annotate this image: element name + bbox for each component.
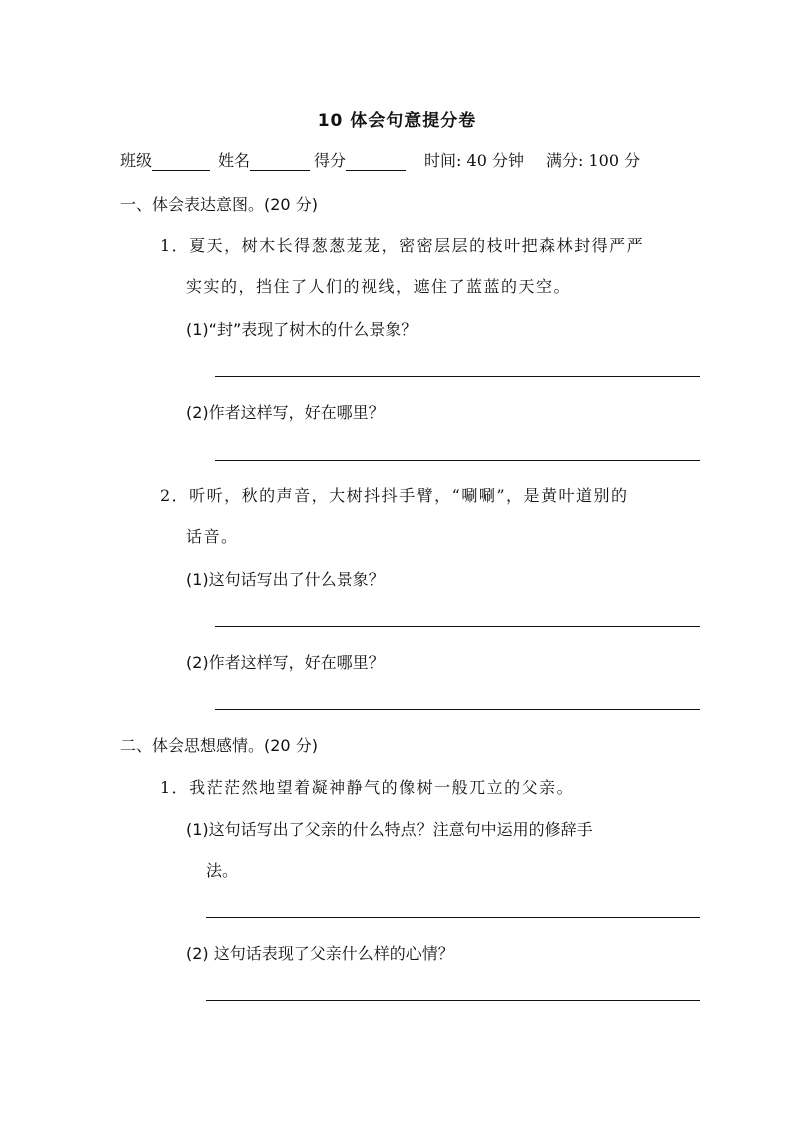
s1-q1-line2: 实实的，挡住了人们的视线，遮住了蓝蓝的天空。 [186,277,572,296]
s2-q1-sub2: (2) 这句话表现了父亲什么样的心情？ [186,944,454,963]
s1-q1-answer-line2[interactable] [215,460,700,461]
class-label: 班级 [120,151,153,170]
score-label: 得分 [314,151,347,170]
s1-q2-sub1: (1)这句话写出了什么景象？ [186,570,385,589]
info-row [120,148,640,171]
s1-q2-line1: 2．听听，秋的声音，大树抖抖手臂，“唰唰”，是黄叶道别的 [160,486,629,505]
s2-q1-line1: 1．我茫茫然地望着凝神静气的像树一般兀立的父亲。 [160,778,575,797]
s2-q1-sub1-line2: 法。 [206,861,239,880]
s2-q1-sub1-line1: (1)这句话写出了父亲的什么特点？注意句中运用的修辞手 [186,820,593,839]
class-blank[interactable] [152,152,210,171]
page-title: 10 体会句意提分卷 [317,111,477,131]
name-blank[interactable] [250,152,310,171]
s1-q1-sub1: (1)“封”表现了树木的什么景象？ [186,320,418,339]
s1-q2-sub2: (2)作者这样写，好在哪里？ [186,653,385,672]
section1-heading: 一、体会表达意图。(20 分) [120,195,318,214]
s2-q1-answer-line2[interactable] [206,1000,700,1001]
section2-heading: 二、体会思想感情。(20 分) [120,736,318,755]
full-score-label: 满分: 100 分 [545,151,641,170]
time-label: 时间: 40 分钟 [424,151,524,170]
score-blank[interactable] [346,152,406,171]
s1-q2-answer-line2[interactable] [215,709,700,710]
s1-q1-answer-line1[interactable] [215,376,700,377]
s2-q1-answer-line1[interactable] [206,917,700,918]
s1-q2-answer-line1[interactable] [215,626,700,627]
name-label: 姓名 [218,151,251,170]
s1-q1-line1: 1．夏天，树木长得葱葱茏茏，密密层层的枝叶把森林封得严严 [160,236,645,255]
s1-q2-line2: 话音。 [186,527,239,546]
s1-q1-sub2: (2)作者这样写，好在哪里？ [186,403,385,422]
